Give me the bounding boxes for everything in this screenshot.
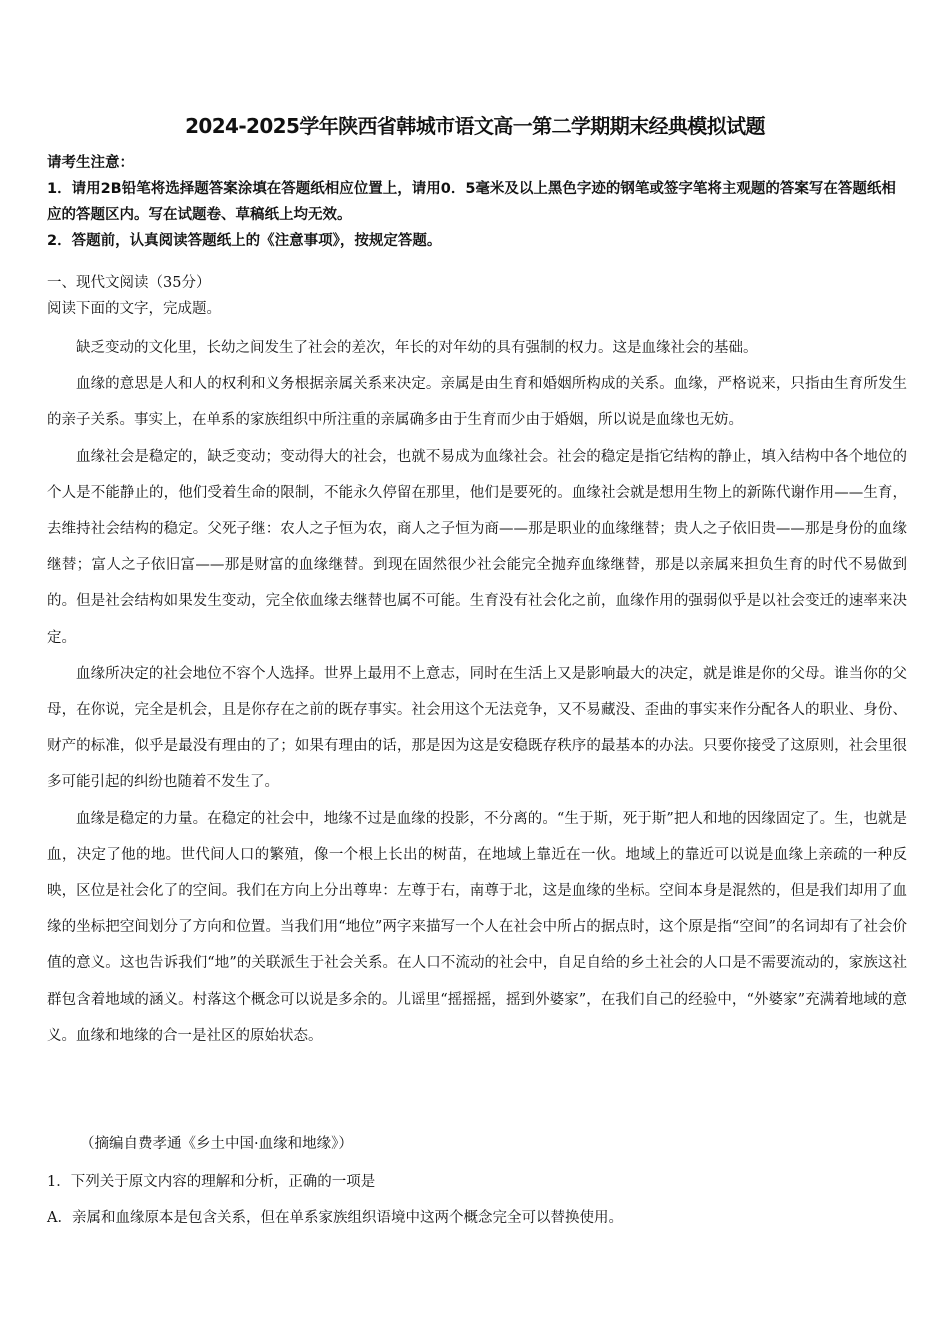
question-stem: 1．下列关于原文内容的理解和分析，正确的一项是 [47,1174,376,1190]
passage-source: （摘编自费孝通《乡土中国·血缘和地缘》） [80,1136,353,1152]
section-instruction: 阅读下面的文字，完成题。 [47,301,221,317]
notice-item-2: 2．答题前，认真阅读答题纸上的《注意事项》，按规定答题。 [47,233,442,249]
passage-paragraph-4: 血缘所决定的社会地位不容个人选择。世界上最用不上意志，同时在生活上又是影响最大的决定，就是谁是你的父母。谁当你的父母，在你说，完全是机会，且是你存在之前的既存事实。社会用这个无法竞争，又不易藏没、歪曲的事实来作分配各人的职业、身份、财产的标准，似乎是最没有理由的了；如果有理由的话，那是因为这是安稳既存秩序的最基本的办法。只要你接受了这原则，社会里很多可能引起的纠纷也随着不发生了。 [47,665,907,791]
section-header [47,270,907,322]
passage-paragraph-3: 血缘社会是稳定的，缺乏变动；变动得大的社会，也就不易成为血缘社会。社会的稳定是指它结构的静止，填入结构中各个地位的个人是不能静止的，他们受着生命的限制，不能永久停留在那里，他们是要死的。血缘社会就是想用生物上的新陈代谢作用——生育，去维持社会结构的稳定。父死子继：农人之子恒为农，商人之子恒为商——那是职业的血缘继替；贵人之子依旧贵——那是身份的血缘继替；富人之子依旧富——那是财富的血缘继替。到现在固然很少社会能完全抛弃血缘继替，那是以亲属来担负生育的时代不易做到的。但是社会结构如果发生变动，完全依血缘去继替也属不可能。生育没有社会化之前，血缘作用的强弱似乎是以社会变迁的速率来决定。 [47,448,907,646]
question-option-a: A．亲属和血缘原本是包含关系，但在单系家族组织语境中这两个概念完全可以替换使用。 [47,1210,623,1226]
passage-paragraph-2: 血缘的意思是人和人的权利和义务根据亲属关系来决定。亲属是由生育和婚姻所构成的关系。血缘，严格说来，只指由生育所发生的亲子关系。事实上，在单系的家族组织中所注重的亲属确多由于生育而少由于婚姻，所以说是血缘也无妨。 [47,376,907,429]
passage-paragraph-1: 缺乏变动的文化里，长幼之间发生了社会的差次，年长的对年幼的具有强制的权力。这是血缘社会的基础。 [76,340,758,356]
passage-paragraph-5: 血缘是稳定的力量。在稳定的社会中，地缘不过是血缘的投影，不分离的。“生于斯，死于斯”把人和地的因缘固定了。生，也就是血，决定了他的地。世代间人口的繁殖，像一个根上长出的树苗，在地域上靠近在一伙。地域上的靠近可以说是血缘上亲疏的一种反映，区位是社会化了的空间。我们在方向上分出尊卑：左尊于右，南尊于北，这是血缘的坐标。空间本身是混然的，但是我们却用了血缘的坐标把空间划分了方向和位置。当我们用“地位”两字来描写一个人在社会中所占的据点时，这个原是指“空间”的名词却有了社会价值的意义。这也告诉我们“地”的关联派生于社会关系。在人口不流动的社会中，自足自给的乡土社会的人口是不需要流动的，家族这社群包含着地域的涵义。村落这个概念可以说是多余的。儿谣里“摇摇摇，摇到外婆家”，在我们自己的经验中，“外婆家”充满着地域的意义。血缘和地缘的合一是社区的原始状态。 [47,810,907,1044]
page-title: 2024-2025学年陕西省韩城市语文高一第二学期期末经典模拟试题 [185,114,765,138]
section-heading: 一、现代文阅读（35分） [47,275,211,291]
reading-passage [47,330,907,1054]
notice-heading: 请考生注意： [47,155,134,171]
notice-item-1: 1．请用2B铅笔将选择题答案涂填在答题纸相应位置上，请用0．5毫米及以上黑色字迹的钢笔或签字笔将主观题的答案写在答题纸相应的答题区内。写在试题卷、草稿纸上均无效。 [47,181,896,223]
question-1 [47,1164,907,1236]
exam-notice [47,150,907,254]
